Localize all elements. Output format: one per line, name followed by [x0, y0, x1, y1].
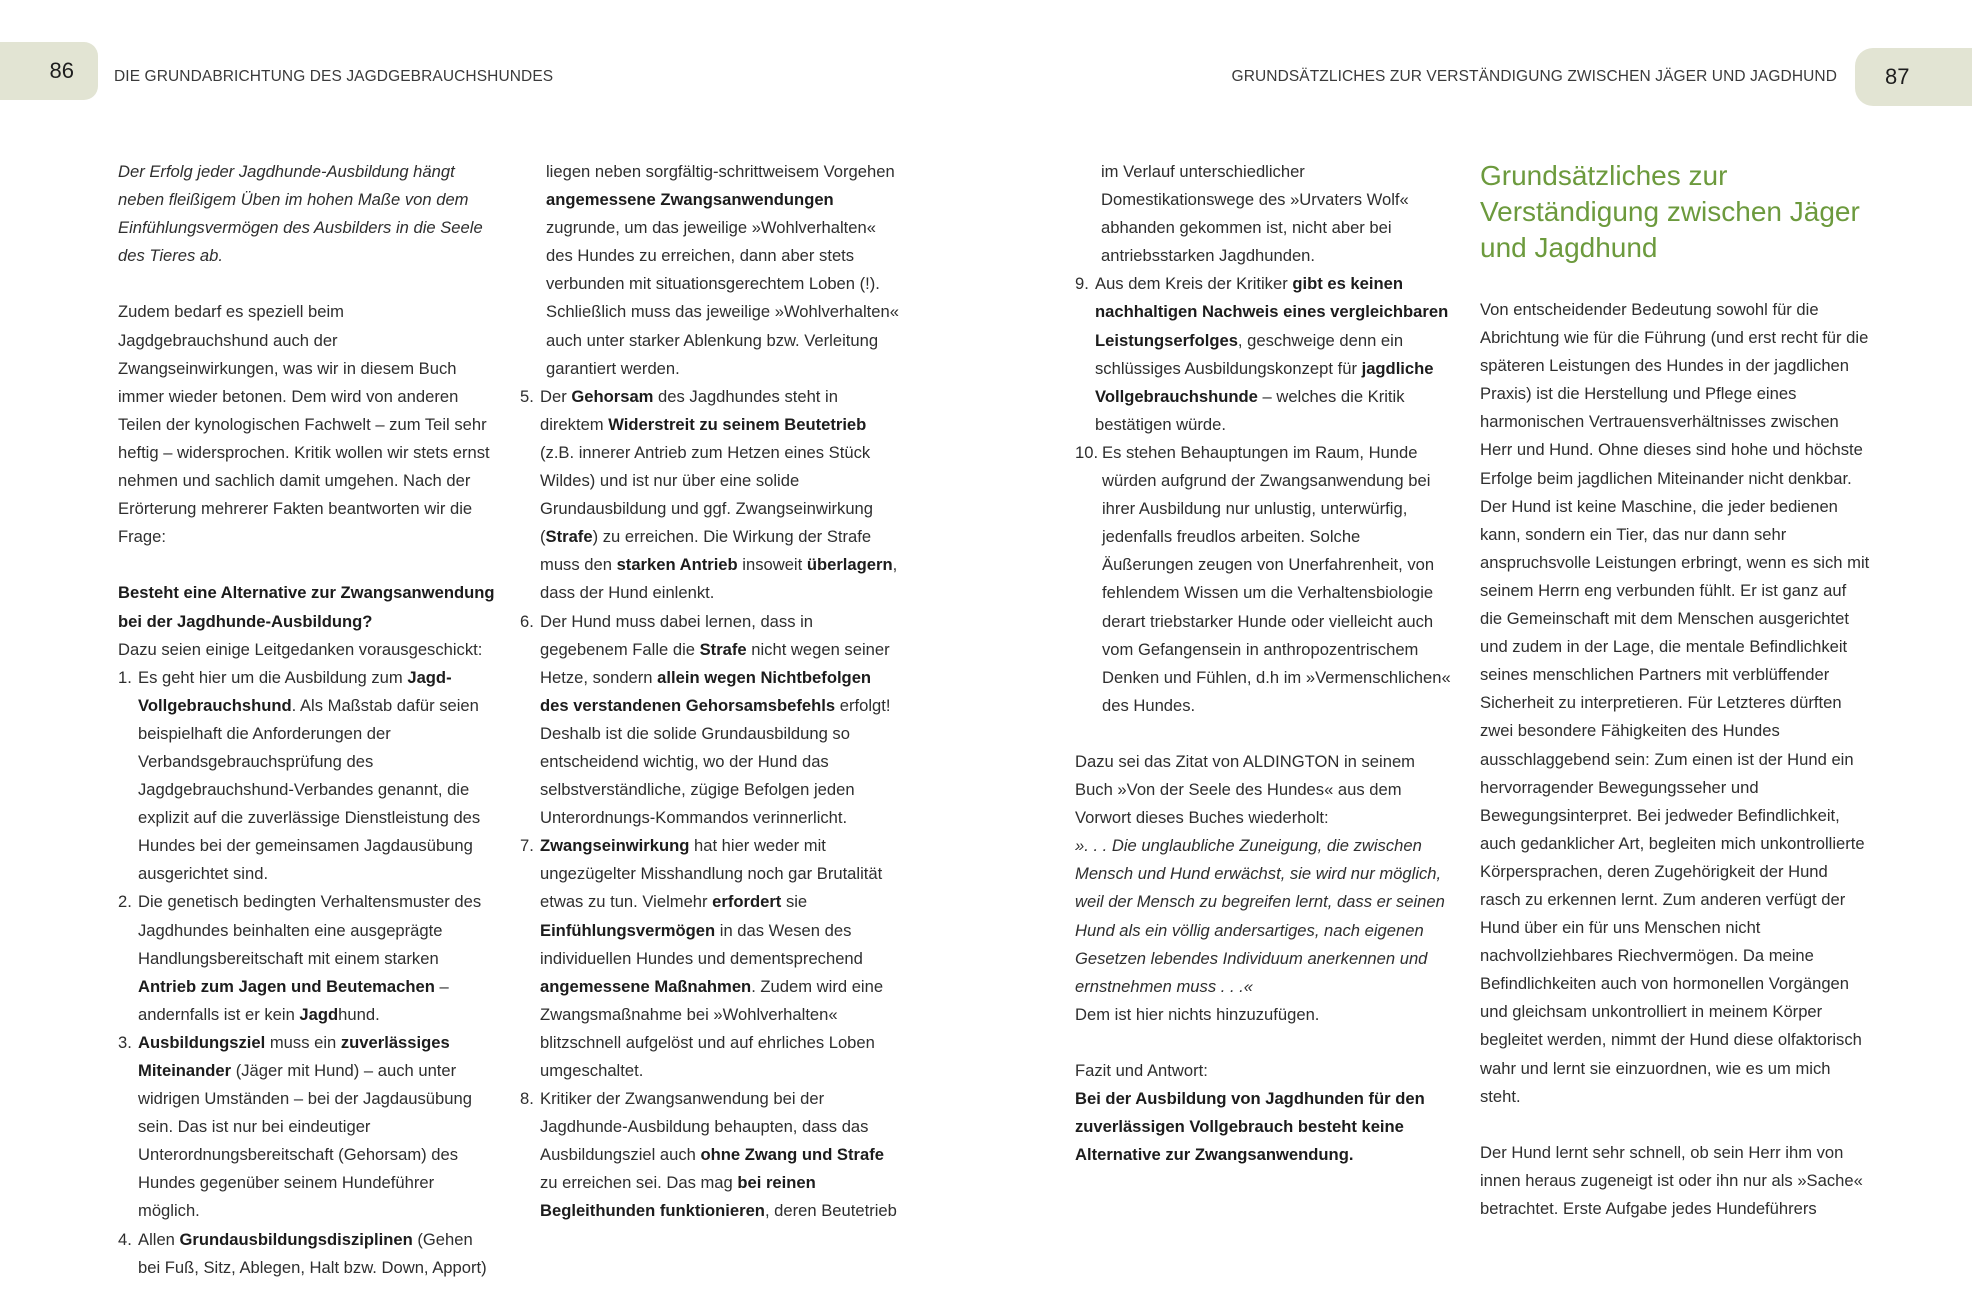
text: hat hier weder mit ungezügelter Misshandlung noch gar Brutalität etwas zu tun. Vielmehr — [540, 836, 883, 912]
list-number: 2. — [118, 892, 132, 912]
conclusion: Bei der Ausbildung von Jagdhunden für den zuverlässigen Vollgebrauch besteht keine Alternative zur Zwangsanwendung. — [1075, 1089, 1425, 1165]
text: Der Hund muss dabei lernen, dass in gegebenem Falle die — [540, 611, 814, 659]
paragraph: Der Hund lernt sehr schnell, ob sein Herr ihm von innen heraus zugeneigt ist oder ihn nur als »Sache« betrachtet. Erste Aufgabe jedes Hundeführers — [1480, 1142, 1863, 1218]
paragraph: Von entscheidender Bedeutung sowohl für die Abrichtung wie für die Führung (und erst recht für die späteren Leistungen des Hundes in der jagdlichen Praxis) ist die Herstellung und Pflege eines harmonischen Vertrauensverhältnisses zwischen Herr und Hund. Ohne dieses sind hohe und höchste Erfolge beim jagdlichen Miteinander nicht denkbar. Der Hund ist keine Maschine, die jeder bedienen kann, sondern ein Tier, das nur dann sehr anspruchsvolle Leistungen erbringt, wenn es sich mit seinem Herrn eng verbunden fühlt. Er ist ganz auf die Gemeinschaft mit dem Menschen ausgerichtet und zudem in der Lage, die mentale Befindlichkeit seines menschlichen Partners mit verblüffender Sicherheit zu interpretieren. Für Letzteres dürften zwei besondere Fähigkeiten des Hundes ausschlaggebend sein: Zum einen ist der Hund ein hervorragender Bewegungsseher und Bewegungsinterpret. Bei jedweder Befindlichkeit, auch gedanklicher Art, begleiten mich unkontrollierte Körpersprachen, deren Zugehörigkeit der Hund rasch zu erkennen lernt. Zum anderen verfügt der Hund über ein für uns Menschen nicht nachvollziehbares Riechvermögen. Da meine Befindlichkeiten auch von hormonellen Vorgängen und gleichsam unkontrolliert in meinem Körper begleitet werden, nimmt der Hund diese olfaktorisch wahr und lernt sie einzuordnen, wie es um mich steht. — [1480, 300, 1870, 1106]
list-number: 10. — [1075, 442, 1099, 462]
bold-text: Jagd-Vollgebrauchshund — [138, 667, 452, 715]
list-item-10 — [1075, 439, 1455, 720]
running-head-right: GRUNDSÄTZLICHES ZUR VERSTÄNDIGUNG ZWISCHEN JÄGER UND JAGDHUND — [1231, 68, 1837, 85]
list-number: 6. — [520, 611, 534, 631]
column-1 — [118, 158, 498, 1282]
bold-text: gibt es keinen nachhaltigen Nachweis eines vergleichbaren Leistungserfolges — [1095, 274, 1449, 350]
list-number: 7. — [520, 836, 534, 856]
bold-text: Grundausbildungsdisziplinen — [179, 1229, 413, 1249]
bold-text: allein wegen Nichtbefolgen des verstandenen Gehorsamsbefehls — [540, 667, 872, 715]
bold-text: starken Antrieb — [616, 555, 738, 575]
bold-text: Zwangseinwirkung — [540, 836, 690, 856]
list-item-3 — [118, 1029, 498, 1226]
text: insoweit — [737, 555, 807, 575]
text: zu erreichen sei. Das mag — [540, 1173, 738, 1193]
text: – welches die Kritik bestätigen würde. — [1095, 386, 1405, 434]
bold-text: zuverlässiges Miteinander — [138, 1032, 450, 1080]
paragraph: Zudem bedarf es speziell beim Jagdgebrauchshund auch der Zwangseinwirkungen, was wir in diesem Buch immer wieder betonen. Dem wird von anderen Teilen der kynologischen Fachwelt – zum Teil sehr heftig – widersprochen. Kritik wollen wir stets ernst nehmen und sachlich damit umgehen. Nach der Erörterung mehrerer Fakten beantworten wir die Frage: — [118, 302, 490, 547]
bold-text: Strafe — [545, 527, 593, 547]
text: ) zu erreichen. Die Wirkung der Strafe muss den — [540, 527, 872, 575]
conclusion-label: Fazit und Antwort: — [1075, 1061, 1208, 1080]
list-item-2 — [118, 888, 498, 1028]
running-head-left: DIE GRUNDABRICHTUNG DES JAGDGEBRAUCHSHUNDES — [114, 68, 554, 85]
text: – andernfalls ist er kein — [138, 976, 449, 1024]
text: Kritiker der Zwangsanwendung bei der Jagdhunde-Ausbildung behaupten, dass das Ausbildungsziel auch — [540, 1089, 869, 1165]
column-3 — [1075, 158, 1455, 1169]
list-item-9 — [1075, 270, 1455, 439]
text: Aus dem Kreis der Kritiker — [1095, 274, 1293, 294]
list-item-8 — [520, 1085, 900, 1225]
text: (z.B. innerer Antrieb zum Hetzen eines Stück Wildes) und ist nur über eine solide Grundausbildung und ggf. Zwangseinwirkung ( — [540, 442, 874, 547]
page-number-left — [0, 42, 98, 100]
list-number: 4. — [118, 1229, 132, 1249]
page-number-right-text: 87 — [1885, 64, 1910, 89]
bold-text: Antrieb zum Jagen und Beutemachen — [138, 976, 435, 996]
text: Der — [540, 386, 572, 406]
list-number: 1. — [118, 667, 132, 687]
text: Es stehen Behauptungen im Raum, Hunde würden aufgrund der Zwangsanwendung bei ihrer Ausbildung nur unlustig, unterwürfig, jedenfalls freudlos arbeiten. Solche Äußerungen zeugen von Unerfahrenheit, von fehlendem Wissen um die Verhaltensbiologie derart triebstarker Hunde oder vielleicht auch vom Gefangensein in anthropozentrischem Denken und Fühlen, d.h im »Vermenschlichen« des Hundes. — [1102, 442, 1451, 715]
bold-text: jagdliche Vollgebrauchshunde — [1095, 358, 1434, 406]
list-item-4-continued — [520, 158, 900, 383]
text: Allen — [138, 1229, 180, 1249]
bold-text: überlagern — [806, 555, 893, 575]
page-number-left-text: 86 — [49, 58, 74, 83]
bold-text: bei reinen Begleithunden funktionieren — [540, 1173, 816, 1221]
text: Die genetisch bedingten Verhaltensmuster des Jagdhundes beinhalten eine ausgeprägte Handlungsbereitschaft mit einem starken — [138, 892, 482, 968]
section-heading: Grundsätzliches zur Verständigung zwischen Jäger und Jagdhund — [1480, 160, 1860, 263]
column-4 — [1480, 158, 1870, 1223]
text: nicht wegen seiner Hetze, sondern — [540, 639, 890, 687]
bold-text: ohne Zwang und Strafe — [700, 1145, 884, 1165]
text: (Gehen bei Fuß, Sitz, Ablegen, Halt bzw. Down, Apport) — [138, 1229, 487, 1277]
text: sie — [781, 892, 808, 912]
list-item-4 — [118, 1226, 498, 1282]
bold-text: erfordert — [712, 892, 782, 912]
bold-text: Strafe — [699, 639, 747, 659]
text: (Jäger mit Hund) – auch unter widrigen Umständen – bei der Jagdausübung sein. Das ist nur bei eindeutiger Unterordnungsbereitschaft (Gehorsam) des Hundes gegenüber seinem Hundeführer möglich. — [138, 1061, 472, 1221]
page-number-right — [1855, 48, 1972, 106]
bold-text: Ausbildungsziel — [138, 1032, 266, 1052]
text: , dass der Hund einlenkt. — [540, 555, 898, 603]
text: zugrunde, um das jeweilige »Wohlverhalten« des Hundes zu erreichen, dann aber stets verbunden mit situationsgerechtem Loben (!). Schließlich muss das jeweilige »Wohlverhalten« auch unter starker Ablenkung bzw. Verleitung garantiert werden. — [546, 218, 899, 378]
text: des Jagdhundes steht in direktem — [540, 386, 838, 434]
bold-text: angemessene Zwangsanwendungen — [546, 190, 834, 210]
text: in das Wesen des individuellen Hundes und dementsprechend — [540, 920, 863, 968]
list-item-7 — [520, 832, 900, 1085]
column-2 — [520, 158, 900, 1226]
quote: ». . . Die unglaubliche Zuneigung, die zwischen Mensch und Hund erwächst, sie wird nur möglich, weil der Mensch zu begreifen lernt, dass er seinen Hund als ein völlig andersartiges, nach eigenen Gesetzen lebendes Individuum anerkennen und ernstnehmen muss . . .« — [1075, 836, 1445, 996]
list-number: 9. — [1075, 274, 1089, 294]
text: liegen neben sorgfältig-schrittweisem Vorgehen — [546, 162, 895, 181]
text: hund. — [338, 1004, 380, 1024]
text: , geschweige denn ein schlüssiges Ausbildungskonzept für — [1095, 330, 1404, 378]
bold-text: Jagd — [299, 1004, 339, 1024]
list-number: 3. — [118, 1032, 132, 1052]
question-heading: Besteht eine Alternative zur Zwangsanwendung bei der Jagdhunde-Ausbildung? — [118, 583, 495, 631]
text: erfolgt! Deshalb ist die solide Grundausbildung so entscheidend wichtig, wo der Hund das selbstverständliche, zügige Befolgen jeden Unterordnungs-Kommandos verinnerlicht. — [540, 695, 891, 828]
text: muss ein — [265, 1032, 341, 1052]
text: Es geht hier um die Ausbildung zum — [138, 667, 408, 687]
bold-text: Gehorsam — [571, 386, 654, 406]
quote-after: Dem ist hier nichts hinzuzufügen. — [1075, 1004, 1320, 1024]
list-item-6 — [520, 608, 900, 833]
lead-text: Dazu seien einige Leitgedanken vorausgeschickt: — [118, 639, 483, 659]
text: . Zudem wird eine Zwangsmaßnahme bei »Wohlverhalten« blitzschnell aufgelöst und auf ehrliches Loben umgeschaltet. — [540, 976, 884, 1080]
list-number: 8. — [520, 1089, 534, 1109]
text: . Als Maßstab dafür seien beispielhaft die Anforderungen der Verbandsgebrauchsprüfung des Jagdgebrauchshund-Verbandes genannt, die explizit auf die zuverlässige Dienstleistung des Hundes bei der gemeinsamen Jagdausübung ausgerichtet sind. — [138, 695, 481, 884]
text: , deren Beutetrieb — [764, 1201, 897, 1221]
bold-text: Einfühlungsvermögen — [540, 920, 716, 940]
bold-text: Widerstreit zu seinem Beutetrieb — [608, 414, 867, 434]
list-item-1 — [118, 664, 498, 889]
list-item-8-continued: im Verlauf unterschiedlicher Domestikationswege des »Urvaters Wolf« abhanden gekommen ist, nicht aber bei antriebsstarken Jagdhunden. — [1101, 162, 1409, 266]
intro-italic: Der Erfolg jeder Jagdhunde-Ausbildung hängt neben fleißigem Üben im hohen Maße von dem Einfühlungsvermögen des Ausbilders in die Seele des Tieres ab. — [118, 162, 483, 266]
bold-text: angemessene Maßnahmen — [540, 976, 752, 996]
list-item-5 — [520, 383, 900, 608]
quote-intro: Dazu sei das Zitat von ALDINGTON in seinem Buch »Von der Seele des Hundes« aus dem Vorwort dieses Buches wiederholt: — [1075, 751, 1416, 828]
list-number: 5. — [520, 386, 534, 406]
